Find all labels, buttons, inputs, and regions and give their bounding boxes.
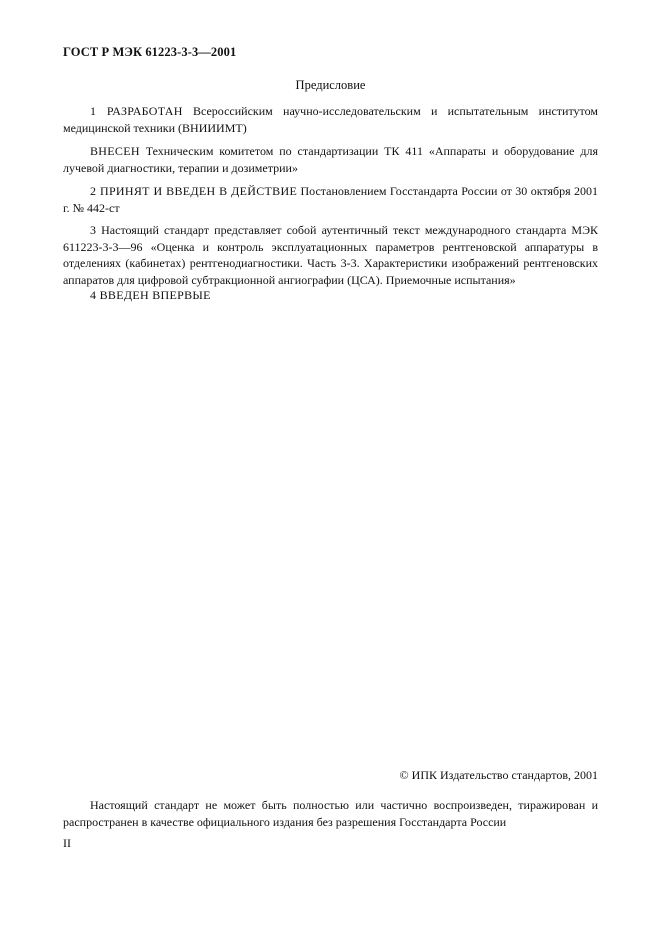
preface-title: Предисловие	[295, 78, 366, 92]
item-lead: 3	[90, 223, 96, 237]
preface-item-introduced	[63, 143, 598, 176]
item-lead: ВНЕСЕН	[90, 144, 140, 158]
item-lead: 4 ВВЕДЕН ВПЕРВЫЕ	[90, 288, 211, 302]
preface-item-adopted	[63, 183, 598, 216]
preface-item-standard-description	[63, 222, 598, 288]
preface-item-developed	[63, 103, 598, 136]
item-text: Всероссийским научно-исследовательским и испытательным институтом медицинской техники (ВНИИИМТ)	[63, 104, 599, 135]
item-text: Техническим комитетом по стандартизации ТК 411 «Аппараты и оборудование для лучевой диагностики, терапии и дозиметрии»	[63, 144, 598, 175]
item-lead: 2 ПРИНЯТ И ВВЕДЕН В ДЕЙСТВИЕ	[90, 184, 298, 198]
item-text: Настоящий стандарт представляет собой аутентичный текст международного стандарта МЭК 611223-3-3—96 «Оценка и контроль эксплуатационных параметров рентгеновской аппаратуры в отделениях (кабинетах) рентгенодиагностики. Часть 3-3. Характеристики изображений рентгеновских аппаратов для цифровой субтракционной ангиографии (ЦСА). Приемочные испытания»	[63, 223, 598, 287]
copyright-line: © ИПК Издательство стандартов, 2001	[399, 768, 598, 782]
reproduction-notice: Настоящий стандарт не может быть полностью или частично воспроизведен, тиражирован и распространен в качестве официального издания без разрешения Госстандарта России	[63, 798, 598, 829]
item-lead: 1 РАЗРАБОТАН	[90, 104, 183, 118]
item-text: Постановлением Госстандарта России от 30 октября 2001 г. № 442-ст	[63, 184, 598, 215]
page-number: II	[63, 836, 71, 850]
preface-item-first-introduced	[63, 287, 598, 304]
document-code-header: ГОСТ Р МЭК 61223-3-3—2001	[63, 45, 237, 59]
